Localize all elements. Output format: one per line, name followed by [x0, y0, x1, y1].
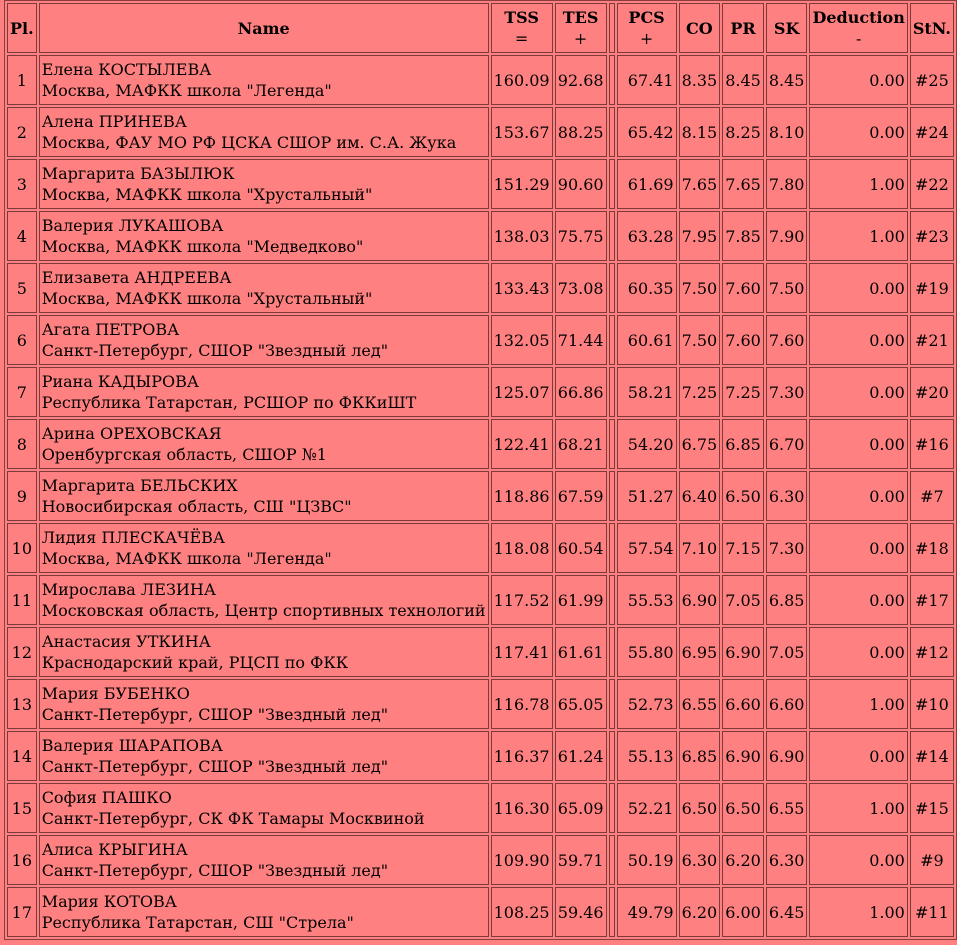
skater-club: Москва, МАФКК школа "Легенда"	[41, 81, 332, 100]
table-row	[7, 679, 954, 729]
cell-tes: 65.09	[555, 783, 607, 833]
cell-gap	[609, 367, 615, 417]
cell-co: 7.50	[679, 263, 721, 313]
table-row	[7, 211, 954, 261]
cell-pcs: 54.20	[617, 419, 677, 469]
cell-skater	[39, 263, 489, 313]
cell-sk: 7.30	[766, 523, 808, 573]
table-row	[7, 159, 954, 209]
table-row	[7, 315, 954, 365]
cell-sk: 6.90	[766, 731, 808, 781]
skater-name: Маргарита БЕЛЬСКИХ	[41, 476, 238, 495]
cell-pr: 6.90	[722, 627, 764, 677]
cell-tss: 160.09	[491, 55, 553, 105]
cell-deduction: 0.00	[809, 731, 907, 781]
cell-tss: 122.41	[491, 419, 553, 469]
cell-skater	[39, 419, 489, 469]
cell-pr: 6.50	[722, 783, 764, 833]
skater-name: Мария БУБЕНКО	[41, 684, 190, 703]
cell-place: 2	[7, 107, 37, 157]
skater-name: София ПАШКО	[41, 788, 172, 807]
cell-co: 8.35	[679, 55, 721, 105]
cell-place: 5	[7, 263, 37, 313]
header-pr	[722, 3, 764, 53]
cell-gap	[609, 731, 615, 781]
skater-club: Краснодарский край, РЦСП по ФКК	[41, 653, 349, 672]
cell-start-number: #12	[910, 627, 954, 677]
cell-start-number: #16	[910, 419, 954, 469]
cell-tss: 117.41	[491, 627, 553, 677]
table-row	[7, 523, 954, 573]
cell-tss: 116.37	[491, 731, 553, 781]
cell-co: 6.50	[679, 783, 721, 833]
cell-sk: 7.80	[766, 159, 808, 209]
cell-pcs: 50.19	[617, 835, 677, 885]
cell-pcs: 60.61	[617, 315, 677, 365]
cell-start-number: #15	[910, 783, 954, 833]
cell-deduction: 1.00	[809, 783, 907, 833]
cell-pcs: 57.54	[617, 523, 677, 573]
cell-pr: 6.00	[722, 887, 764, 937]
cell-co: 6.90	[679, 575, 721, 625]
cell-deduction: 0.00	[809, 263, 907, 313]
cell-co: 6.20	[679, 887, 721, 937]
cell-co: 6.30	[679, 835, 721, 885]
cell-sk: 7.05	[766, 627, 808, 677]
header-pr-label: PR	[730, 18, 756, 38]
cell-start-number: #22	[910, 159, 954, 209]
cell-pr: 7.25	[722, 367, 764, 417]
cell-deduction: 0.00	[809, 575, 907, 625]
cell-deduction: 1.00	[809, 679, 907, 729]
header-deduction-label: Deduction	[812, 8, 905, 27]
table-row	[7, 55, 954, 105]
cell-pcs: 65.42	[617, 107, 677, 157]
cell-gap	[609, 783, 615, 833]
skater-club: Санкт-Петербург, СШОР "Звездный лед"	[41, 705, 389, 724]
header-sk-label: SK	[773, 18, 800, 38]
cell-pcs: 52.73	[617, 679, 677, 729]
header-co-label: CO	[686, 18, 713, 38]
cell-pcs: 63.28	[617, 211, 677, 261]
cell-gap	[609, 211, 615, 261]
cell-co: 6.85	[679, 731, 721, 781]
cell-gap	[609, 679, 615, 729]
cell-deduction: 0.00	[809, 471, 907, 521]
cell-start-number: #23	[910, 211, 954, 261]
skater-name: Маргарита БАЗЫЛЮК	[41, 164, 235, 183]
cell-gap	[609, 107, 615, 157]
cell-pr: 7.60	[722, 315, 764, 365]
cell-skater	[39, 367, 489, 417]
cell-place: 17	[7, 887, 37, 937]
cell-start-number: #18	[910, 523, 954, 573]
skater-club: Москва, ФАУ МО РФ ЦСКА СШОР им. С.А. Жука	[41, 133, 457, 152]
table-row	[7, 731, 954, 781]
cell-start-number: #25	[910, 55, 954, 105]
cell-pr: 7.85	[722, 211, 764, 261]
cell-gap	[609, 419, 615, 469]
skater-club: Москва, МАФКК школа "Легенда"	[41, 549, 332, 568]
header-sk	[766, 3, 808, 53]
cell-skater	[39, 783, 489, 833]
cell-gap	[609, 887, 615, 937]
table-row	[7, 887, 954, 937]
skater-club: Москва, МАФКК школа "Медведково"	[41, 237, 364, 256]
cell-pcs: 58.21	[617, 367, 677, 417]
cell-start-number: #7	[910, 471, 954, 521]
cell-co: 7.95	[679, 211, 721, 261]
cell-skater	[39, 887, 489, 937]
table-row	[7, 419, 954, 469]
header-name-label: Name	[237, 18, 290, 38]
cell-tes: 88.25	[555, 107, 607, 157]
cell-co: 8.15	[679, 107, 721, 157]
cell-place: 6	[7, 315, 37, 365]
cell-pr: 7.05	[722, 575, 764, 625]
cell-gap	[609, 263, 615, 313]
cell-skater	[39, 575, 489, 625]
cell-co: 6.75	[679, 419, 721, 469]
cell-place: 3	[7, 159, 37, 209]
cell-skater	[39, 627, 489, 677]
skater-club: Республика Татарстан, РСШОР по ФККиШТ	[41, 393, 417, 412]
cell-skater	[39, 159, 489, 209]
header-gap	[609, 3, 615, 53]
cell-tes: 67.59	[555, 471, 607, 521]
header-name	[39, 3, 489, 53]
cell-skater	[39, 107, 489, 157]
cell-pcs: 67.41	[617, 55, 677, 105]
cell-sk: 6.55	[766, 783, 808, 833]
header-deduction	[809, 3, 907, 53]
cell-pcs: 61.69	[617, 159, 677, 209]
cell-place: 4	[7, 211, 37, 261]
skater-name: Алена ПРИНЕВА	[41, 112, 187, 131]
cell-sk: 6.70	[766, 419, 808, 469]
cell-place: 12	[7, 627, 37, 677]
table-row	[7, 263, 954, 313]
cell-skater	[39, 835, 489, 885]
cell-place: 14	[7, 731, 37, 781]
skater-club: Московская область, Центр спортивных технологий	[41, 601, 486, 620]
skater-club: Новосибирская область, СШ "ЦЗВС"	[41, 497, 352, 516]
cell-tss: 138.03	[491, 211, 553, 261]
cell-sk: 8.10	[766, 107, 808, 157]
cell-gap	[609, 835, 615, 885]
cell-sk: 7.90	[766, 211, 808, 261]
cell-gap	[609, 575, 615, 625]
skater-name: Алиса КРЫГИНА	[41, 840, 188, 859]
cell-place: 7	[7, 367, 37, 417]
skater-club: Оренбургская область, СШОР №1	[41, 445, 327, 464]
cell-start-number: #20	[910, 367, 954, 417]
header-place	[7, 3, 37, 53]
cell-tss: 151.29	[491, 159, 553, 209]
skater-name: Лидия ПЛЕСКАЧЁВА	[41, 528, 226, 547]
cell-tss: 133.43	[491, 263, 553, 313]
skater-name: Валерия ЛУКАШОВА	[41, 216, 224, 235]
cell-tes: 90.60	[555, 159, 607, 209]
cell-sk: 6.85	[766, 575, 808, 625]
cell-co: 6.40	[679, 471, 721, 521]
cell-tes: 59.46	[555, 887, 607, 937]
cell-start-number: #17	[910, 575, 954, 625]
header-row	[7, 3, 954, 53]
cell-pr: 6.85	[722, 419, 764, 469]
cell-co: 7.10	[679, 523, 721, 573]
cell-pcs: 52.21	[617, 783, 677, 833]
cell-tes: 66.86	[555, 367, 607, 417]
cell-skater	[39, 315, 489, 365]
cell-place: 10	[7, 523, 37, 573]
cell-pr: 6.60	[722, 679, 764, 729]
cell-pcs: 51.27	[617, 471, 677, 521]
cell-start-number: #9	[910, 835, 954, 885]
cell-pr: 6.90	[722, 731, 764, 781]
cell-tss: 153.67	[491, 107, 553, 157]
cell-tes: 75.75	[555, 211, 607, 261]
cell-sk: 7.30	[766, 367, 808, 417]
cell-gap	[609, 159, 615, 209]
skater-name: Арина ОРЕХОВСКАЯ	[41, 424, 222, 443]
cell-pr: 8.25	[722, 107, 764, 157]
cell-sk: 6.45	[766, 887, 808, 937]
cell-start-number: #14	[910, 731, 954, 781]
cell-tes: 61.99	[555, 575, 607, 625]
skater-club: Санкт-Петербург, СШОР "Звездный лед"	[41, 757, 389, 776]
cell-skater	[39, 55, 489, 105]
header-tes-symbol: +	[573, 29, 588, 48]
cell-deduction: 0.00	[809, 107, 907, 157]
cell-tes: 71.44	[555, 315, 607, 365]
cell-tes: 60.54	[555, 523, 607, 573]
header-pcs-symbol: +	[639, 29, 654, 48]
header-tes-label: TES	[562, 8, 599, 27]
cell-sk: 8.45	[766, 55, 808, 105]
cell-place: 1	[7, 55, 37, 105]
cell-deduction: 1.00	[809, 211, 907, 261]
table-row	[7, 835, 954, 885]
cell-skater	[39, 471, 489, 521]
header-tss-label: TSS	[504, 8, 539, 27]
cell-tss: 116.78	[491, 679, 553, 729]
cell-sk: 6.30	[766, 835, 808, 885]
cell-gap	[609, 55, 615, 105]
cell-gap	[609, 315, 615, 365]
cell-skater	[39, 679, 489, 729]
skater-name: Риана КАДЫРОВА	[41, 372, 199, 391]
cell-deduction: 0.00	[809, 419, 907, 469]
cell-tss: 132.05	[491, 315, 553, 365]
cell-place: 11	[7, 575, 37, 625]
cell-tes: 59.71	[555, 835, 607, 885]
cell-start-number: #11	[910, 887, 954, 937]
cell-deduction: 1.00	[809, 159, 907, 209]
cell-sk: 6.60	[766, 679, 808, 729]
skater-name: Мирослава ЛЕЗИНА	[41, 580, 216, 599]
cell-tss: 108.25	[491, 887, 553, 937]
skater-club: Москва, МАФКК школа "Хрустальный"	[41, 185, 373, 204]
table-row	[7, 107, 954, 157]
header-tes	[555, 3, 607, 53]
cell-place: 15	[7, 783, 37, 833]
cell-co: 7.65	[679, 159, 721, 209]
cell-tss: 125.07	[491, 367, 553, 417]
cell-place: 8	[7, 419, 37, 469]
cell-gap	[609, 627, 615, 677]
cell-co: 7.50	[679, 315, 721, 365]
cell-place: 16	[7, 835, 37, 885]
cell-tss: 116.30	[491, 783, 553, 833]
skater-name: Агата ПЕТРОВА	[41, 320, 180, 339]
cell-skater	[39, 211, 489, 261]
header-co	[679, 3, 721, 53]
cell-deduction: 0.00	[809, 315, 907, 365]
cell-pcs: 60.35	[617, 263, 677, 313]
cell-place: 9	[7, 471, 37, 521]
skater-name: Анастасия УТКИНА	[41, 632, 211, 651]
header-pcs-label: PCS	[628, 8, 665, 27]
cell-tss: 117.52	[491, 575, 553, 625]
cell-start-number: #24	[910, 107, 954, 157]
cell-tes: 61.24	[555, 731, 607, 781]
cell-tes: 61.61	[555, 627, 607, 677]
header-tss	[491, 3, 553, 53]
header-place-label: Pl.	[10, 18, 34, 38]
cell-pr: 8.45	[722, 55, 764, 105]
cell-pr: 6.50	[722, 471, 764, 521]
cell-pr: 7.65	[722, 159, 764, 209]
cell-pcs: 55.53	[617, 575, 677, 625]
table-row	[7, 783, 954, 833]
cell-tes: 73.08	[555, 263, 607, 313]
header-stn	[910, 3, 954, 53]
cell-deduction: 0.00	[809, 627, 907, 677]
cell-pr: 7.60	[722, 263, 764, 313]
skater-club: Санкт-Петербург, СШОР "Звездный лед"	[41, 861, 389, 880]
cell-tss: 118.08	[491, 523, 553, 573]
cell-deduction: 0.00	[809, 55, 907, 105]
cell-start-number: #21	[910, 315, 954, 365]
table-row	[7, 367, 954, 417]
cell-sk: 7.60	[766, 315, 808, 365]
cell-place: 13	[7, 679, 37, 729]
cell-deduction: 0.00	[809, 835, 907, 885]
cell-deduction: 0.00	[809, 523, 907, 573]
cell-tes: 65.05	[555, 679, 607, 729]
cell-pr: 7.15	[722, 523, 764, 573]
table-row	[7, 627, 954, 677]
cell-co: 6.95	[679, 627, 721, 677]
header-pcs	[617, 3, 677, 53]
skater-club: Санкт-Петербург, СК ФК Тамары Москвиной	[41, 809, 425, 828]
cell-pr: 6.20	[722, 835, 764, 885]
cell-skater	[39, 523, 489, 573]
skater-name: Мария КОТОВА	[41, 892, 177, 911]
skater-club: Москва, МАФКК школа "Хрустальный"	[41, 289, 373, 308]
table-row	[7, 471, 954, 521]
cell-tss: 118.86	[491, 471, 553, 521]
skater-name: Елена КОСТЫЛЕВА	[41, 60, 212, 79]
cell-sk: 7.50	[766, 263, 808, 313]
cell-tes: 68.21	[555, 419, 607, 469]
cell-tes: 92.68	[555, 55, 607, 105]
cell-start-number: #10	[910, 679, 954, 729]
header-tss-symbol: =	[514, 29, 529, 48]
skater-name: Елизавета АНДРЕЕВА	[41, 268, 232, 287]
header-deduction-symbol: -	[855, 29, 862, 48]
cell-pcs: 49.79	[617, 887, 677, 937]
table-row	[7, 575, 954, 625]
cell-start-number: #19	[910, 263, 954, 313]
cell-pcs: 55.13	[617, 731, 677, 781]
cell-gap	[609, 523, 615, 573]
skater-club: Республика Татарстан, СШ "Стрела"	[41, 913, 354, 932]
cell-deduction: 1.00	[809, 887, 907, 937]
header-stn-label: StN.	[912, 18, 951, 38]
cell-co: 7.25	[679, 367, 721, 417]
cell-co: 6.55	[679, 679, 721, 729]
skater-name: Валерия ШАРАПОВА	[41, 736, 223, 755]
cell-gap	[609, 471, 615, 521]
results-body	[7, 55, 954, 937]
cell-pcs: 55.80	[617, 627, 677, 677]
cell-deduction: 0.00	[809, 367, 907, 417]
results-table	[4, 0, 957, 940]
skater-club: Санкт-Петербург, СШОР "Звездный лед"	[41, 341, 389, 360]
cell-sk: 6.30	[766, 471, 808, 521]
cell-tss: 109.90	[491, 835, 553, 885]
cell-skater	[39, 731, 489, 781]
